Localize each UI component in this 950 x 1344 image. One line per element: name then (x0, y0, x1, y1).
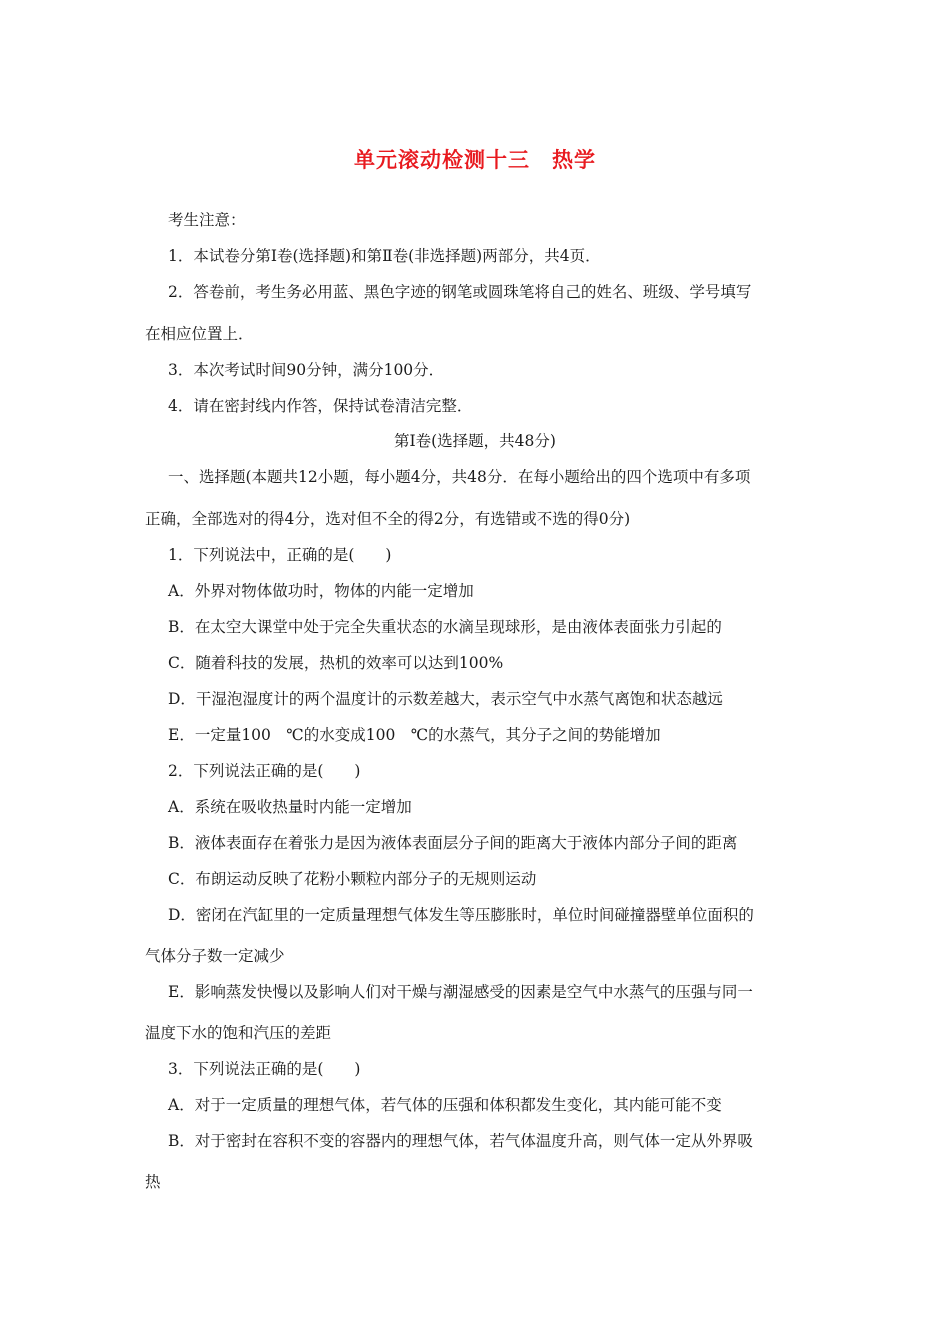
q1-option-e: E．一定量100 ℃的水变成100 ℃的水蒸气，其分子之间的势能增加 (168, 726, 661, 744)
q2-option-d-cont: 气体分子数一定减少 (145, 947, 285, 965)
q2-option-b: B．液体表面存在着张力是因为液体表面层分子间的距离大于液体内部分子间的距离 (168, 834, 738, 852)
section-intro-line-1: 一、选择题(本题共12小题，每小题4分，共48分．在每小题给出的四个选项中有多项 (168, 468, 751, 486)
q1-option-a: A．外界对物体做功时，物体的内能一定增加 (168, 582, 474, 600)
page-title: 单元滚动检测十三 热学 (354, 148, 596, 172)
q1-option-d: D．干湿泡湿度计的两个温度计的示数差越大，表示空气中水蒸气离饱和状态越远 (168, 690, 723, 708)
q1-stem: 1．下列说法中，正确的是( ) (168, 546, 392, 564)
notice-item-2: 2．答卷前，考生务必用蓝、黑色字迹的钢笔或圆珠笔将自己的姓名、班级、学号填写 (168, 283, 752, 301)
q2-stem: 2．下列说法正确的是( ) (168, 762, 361, 780)
section-title: 第Ⅰ卷(选择题，共48分) (394, 432, 556, 450)
q2-option-c: C．布朗运动反映了花粉小颗粒内部分子的无规则运动 (168, 870, 537, 888)
notice-item-2-cont: 在相应位置上． (145, 325, 254, 343)
notice-item-1: 1．本试卷分第Ⅰ卷(选择题)和第Ⅱ卷(非选择题)两部分，共4页． (168, 247, 601, 265)
q3-stem: 3．下列说法正确的是( ) (168, 1060, 361, 1078)
q2-option-a: A．系统在吸收热量时内能一定增加 (168, 798, 412, 816)
q3-option-a: A．对于一定质量的理想气体，若气体的压强和体积都发生变化，其内能可能不变 (168, 1096, 722, 1114)
q1-option-c: C．随着科技的发展，热机的效率可以达到100% (168, 654, 504, 672)
q3-option-b: B．对于密封在容积不变的容器内的理想气体，若气体温度升高，则气体一定从外界吸 (168, 1132, 753, 1150)
section-intro-line-2: 正确，全部选对的得4分，选对但不全的得2分，有选错或不选的得0分) (145, 510, 631, 528)
q1-option-b: B．在太空大课堂中处于完全失重状态的水滴呈现球形，是由液体表面张力引起的 (168, 618, 722, 636)
notice-item-4: 4．请在密封线内作答，保持试卷清洁完整． (168, 397, 473, 415)
q2-option-d: D．密闭在汽缸里的一定质量理想气体发生等压膨胀时，单位时间碰撞器壁单位面积的 (168, 906, 754, 924)
notice-heading: 考生注意： (168, 211, 246, 229)
notice-item-3: 3．本次考试时间90分钟，满分100分． (168, 361, 445, 379)
q2-option-e: E．影响蒸发快慢以及影响人们对干燥与潮湿感受的因素是空气中水蒸气的压强与同一 (168, 983, 753, 1001)
q2-option-e-cont: 温度下水的饱和汽压的差距 (145, 1024, 332, 1042)
q3-option-b-cont: 热 (145, 1173, 161, 1191)
